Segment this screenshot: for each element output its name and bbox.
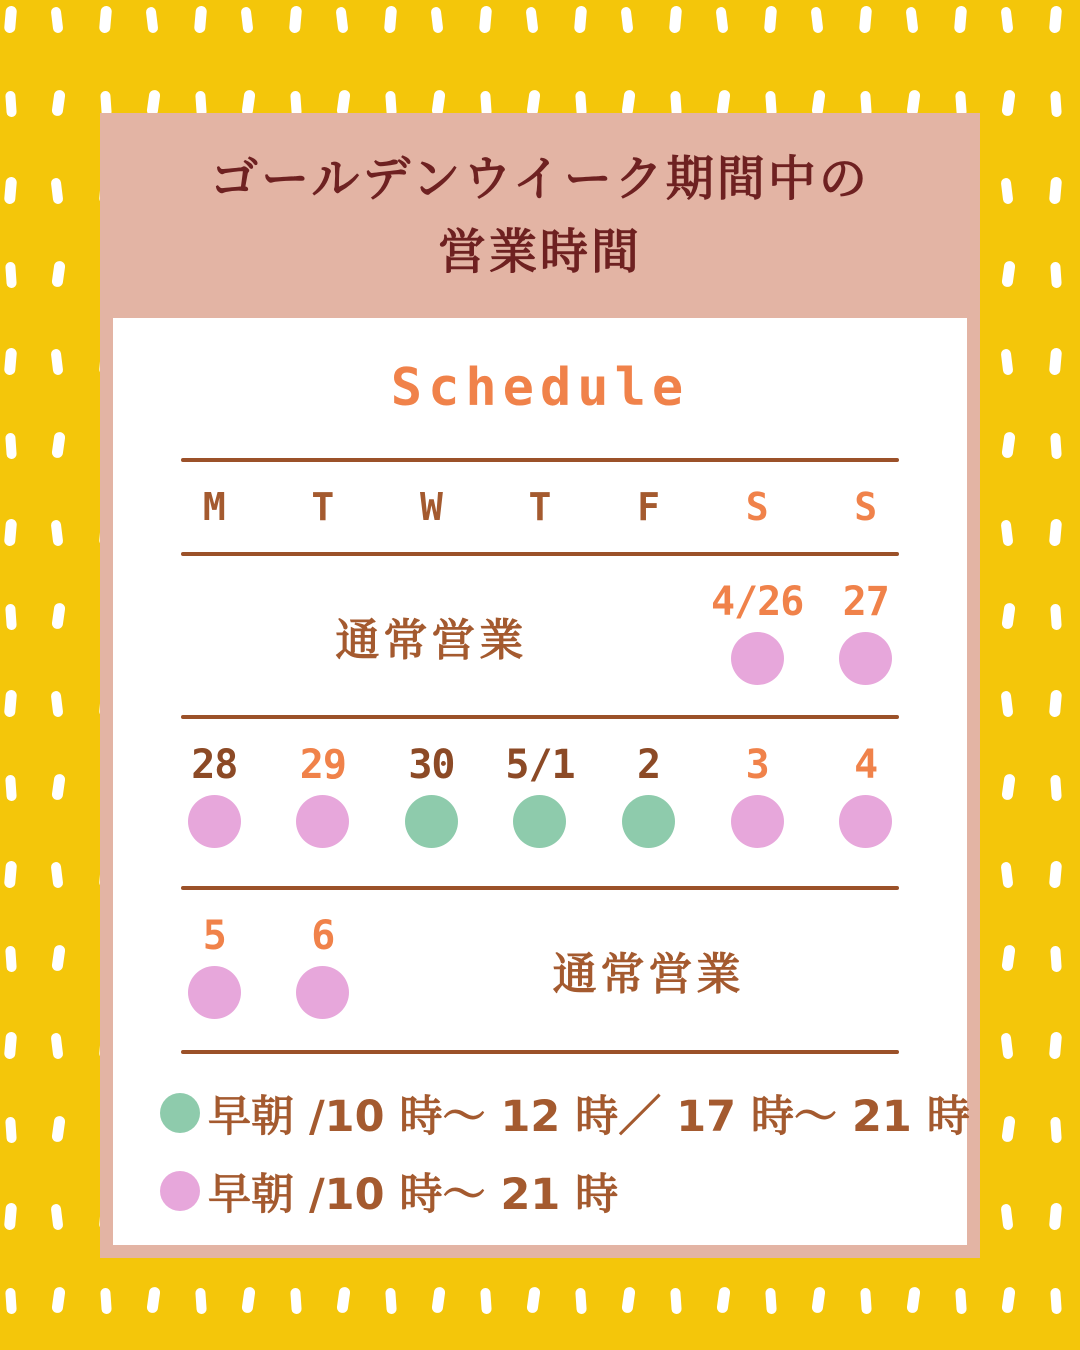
schedule-dot: [622, 795, 675, 848]
schedule-heading: Schedule: [390, 358, 690, 418]
date-label: 5/1: [505, 742, 575, 788]
calendar-cell: [703, 719, 812, 886]
calendar-cell: [594, 719, 703, 886]
date-label: 27: [842, 579, 889, 625]
weekday-friday: F: [637, 485, 660, 529]
calendar-cell: [269, 719, 378, 886]
date-label: 28: [191, 742, 238, 788]
legend-item-split-hours: [160, 1088, 970, 1142]
weekday-monday: M: [202, 485, 226, 529]
calendar-cell: [486, 719, 595, 886]
weekday-thursday: T: [528, 485, 552, 529]
schedule-dot: [296, 966, 349, 1019]
schedule-dot: [731, 795, 784, 848]
calendar-row-3: [160, 890, 920, 1050]
poster-header: [100, 113, 980, 318]
calendar-cell: [160, 890, 269, 1050]
schedule-heading-wrap: [113, 318, 967, 458]
poster-panel: [100, 113, 980, 1258]
schedule-dot: [296, 795, 349, 848]
schedule-card: [113, 318, 970, 1245]
calendar-cell: [377, 719, 486, 886]
date-label: 5: [202, 913, 226, 959]
schedule-dot: [731, 632, 784, 685]
weekday-saturday: S: [745, 485, 769, 529]
legend-text: 早朝 /10 時〜 21 時: [208, 1169, 619, 1220]
normal-hours-note: 通常営業: [552, 949, 745, 1000]
weekday-sunday: S: [854, 485, 878, 529]
calendar-cell: [703, 556, 812, 715]
calendar-row-2: [160, 719, 920, 886]
date-label: 3: [745, 742, 769, 788]
calendar-cell: [269, 890, 378, 1050]
date-label: 4/26: [710, 579, 804, 625]
calendar-cell: [811, 556, 920, 715]
schedule-dot: [188, 795, 241, 848]
weekday-wednesday: W: [419, 485, 443, 529]
date-label: 30: [408, 742, 455, 788]
date-label: 6: [311, 913, 335, 959]
schedule-dot: [405, 795, 458, 848]
schedule-dot: [839, 795, 892, 848]
poster-title-line1: ゴールデンウイーク期間中の: [210, 150, 870, 207]
legend: [113, 1054, 970, 1245]
legend-text: 早朝 /10 時〜 12 時／ 17 時〜 21 時: [208, 1091, 970, 1142]
pink-dot-icon: [160, 1171, 200, 1211]
schedule-dot: [513, 795, 566, 848]
weekday-header-row: [160, 462, 920, 552]
normal-hours-note: 通常営業: [335, 614, 528, 666]
date-label: 2: [637, 742, 661, 788]
schedule-table: [160, 458, 920, 1054]
calendar-cell: [811, 719, 920, 886]
weekday-tuesday: T: [311, 485, 335, 529]
date-label: 29: [299, 742, 346, 788]
calendar-cell: [160, 719, 269, 886]
green-dot-icon: [160, 1093, 200, 1133]
calendar-row-1: [160, 556, 920, 715]
poster-title-line2: 営業時間: [437, 223, 642, 280]
schedule-dot: [839, 632, 892, 685]
date-label: 4: [854, 742, 878, 788]
legend-item-full-hours: [160, 1166, 967, 1220]
schedule-dot: [188, 966, 241, 1019]
